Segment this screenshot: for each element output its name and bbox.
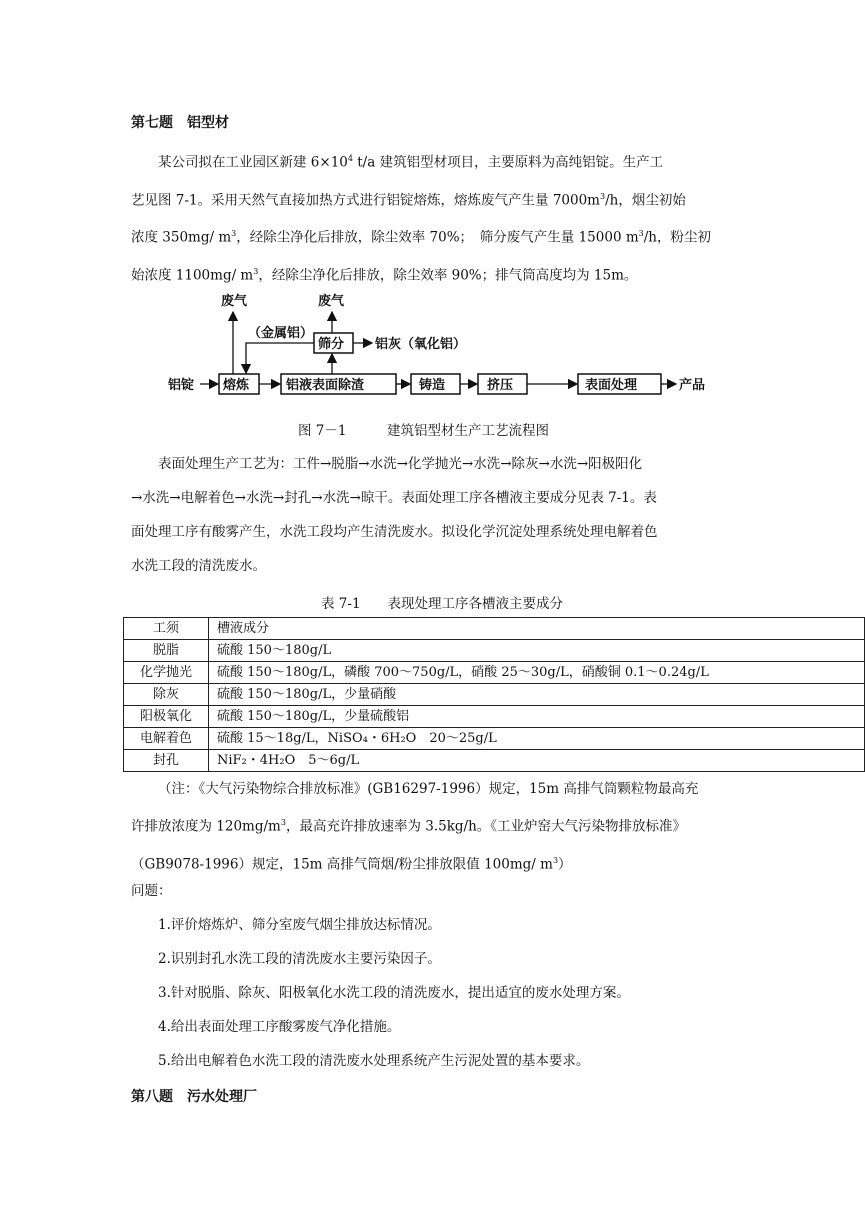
intro-paragraph [131, 142, 751, 292]
table-row [124, 728, 865, 750]
standards-note [131, 772, 751, 881]
questions-title: 问题： [131, 883, 172, 899]
label-screening: 筛分 [318, 337, 345, 352]
table-row [124, 684, 865, 706]
table-cell-process: 化学抛光 [124, 662, 209, 684]
intro-line-1: 某公司拟在工业园区新建 $6\times 10^4$ t/a 建筑铝型材项目，主要原料为高纯铝锭。生产工 [158, 154, 664, 171]
label-exhaust-screening: 废气 [318, 294, 345, 309]
table-cell-composition: NiF₂・4H₂O 5～6g/L [209, 750, 865, 772]
question-item: 2.识别封孔水洗工段的清洗废水主要污染因子。 [158, 951, 441, 967]
table-header-row [124, 618, 865, 640]
process-flow-diagram [160, 290, 720, 405]
section-title-q7: 第七题 铝型材 [131, 115, 229, 131]
table-cell-process: 阳极氧化 [124, 706, 209, 728]
table-caption: 表 7-1 表现处理工序各槽液主要成分 [321, 596, 564, 612]
label-surface: 表面处理 [585, 378, 638, 393]
table-cell-composition: 硫酸 150～180g/L，少量硝酸 [209, 684, 865, 706]
table-cell-process: 封孔 [124, 750, 209, 772]
process-line-4: 水洗工段的清洗废水。 [131, 558, 266, 574]
table-cell-process: 除灰 [124, 684, 209, 706]
question-item: 1.评价熔炼炉、筛分室废气烟尘排放达标情况。 [158, 917, 441, 933]
note-line-2: 许排放浓度为 $120mg/m^3$，最高充许排放速率为 3.5kg/h。《工业炉窑大气污染物排放标准》 [131, 818, 687, 835]
table-cell-process: 脱脂 [124, 640, 209, 662]
questions-block [131, 874, 751, 1078]
table-header-cell: 槽液成分 [209, 618, 865, 640]
intro-line-4: 始浓度 1100mg/ $m^3$，经除尘净化后排放，除尘效率 90%；排气筒高度均为 15m。 [131, 266, 638, 283]
label-extrusion: 挤压 [487, 378, 514, 393]
table-cell-composition: 硫酸 150～180g/L，磷酸 700～750g/L，硝酸 25～30g/L，硝酸铜 0.1～0.24g/L [209, 662, 865, 684]
note-line-1: （注：《大气污染物综合排放标准》(GB16297-1996）规定，15m 高排气筒颗粒物最高充 [158, 781, 699, 797]
table-cell-process: 电解着色 [124, 728, 209, 750]
table-row [124, 706, 865, 728]
process-paragraph [131, 447, 751, 583]
label-metal-al: （金属铝） [248, 326, 314, 341]
question-item: 5.给出电解着色水洗工段的清洗废水处理系统产生污泥处置的基本要求。 [158, 1053, 590, 1069]
table-header-cell: 工须 [124, 618, 209, 640]
label-product: 产品 [679, 378, 706, 393]
question-item: 3.针对脱脂、除灰、阳极氧化水洗工段的清洗废水，提出适宜的废水处理方案。 [158, 985, 630, 1001]
label-casting: 铸造 [419, 378, 446, 393]
note-line-3: （GB9078-1996）规定，15m 高排气筒烟/粉尘排放限值 100mg/ $m^3$） [131, 855, 572, 872]
table-row [124, 662, 865, 684]
label-dross: 铝液表面除渣 [286, 378, 365, 393]
table-row [124, 640, 865, 662]
label-smelting: 熔炼 [223, 378, 250, 393]
bath-composition-table [123, 617, 865, 772]
figure-caption: 图 7－1 建筑铝型材生产工艺流程图 [298, 423, 549, 439]
label-ingot: 铝锭 [168, 378, 195, 393]
section-title-q8: 第八题 污水处理厂 [131, 1089, 257, 1105]
intro-line-3: 浓度 350mg/ $m^3$，经除尘净化后排放，除尘效率 70%； 筛分废气产生量 15000 $m^3/h$，粉尘初 [131, 229, 711, 246]
label-exhaust-smelting: 废气 [221, 294, 248, 309]
intro-line-2: 艺见图 7-1。采用天然气直接加热方式进行铝锭熔炼，熔炼废气产生量 $7000m^3/h$，烟尘初始 [131, 191, 686, 208]
table-cell-composition: 硫酸 150～180g/L [209, 640, 865, 662]
process-line-1: 表面处理生产工艺为：工件→脱脂→水洗→化学抛光→水洗→除灰→水洗→阳极阳化 [158, 456, 643, 472]
table-row [124, 750, 865, 772]
table-cell-composition: 硫酸 15～18g/L，NiSO₄・6H₂O 20～25g/L [209, 728, 865, 750]
label-al-ash: 铝灰（氧化铝） [375, 337, 467, 352]
question-item: 4.给出表面处理工序酸雾废气净化措施。 [158, 1019, 401, 1035]
process-line-3: 面处理工序有酸雾产生，水洗工段均产生清洗废水。拟设化学沉淀处理系统处理电解着色 [131, 524, 658, 540]
table-cell-composition: 硫酸 150～180g/L，少量硫酸铝 [209, 706, 865, 728]
process-line-2: →水洗→电解着色→水洗→封孔→水洗→晾干。表面处理工序各槽液主要成分见表 7-1。表 [131, 490, 657, 506]
